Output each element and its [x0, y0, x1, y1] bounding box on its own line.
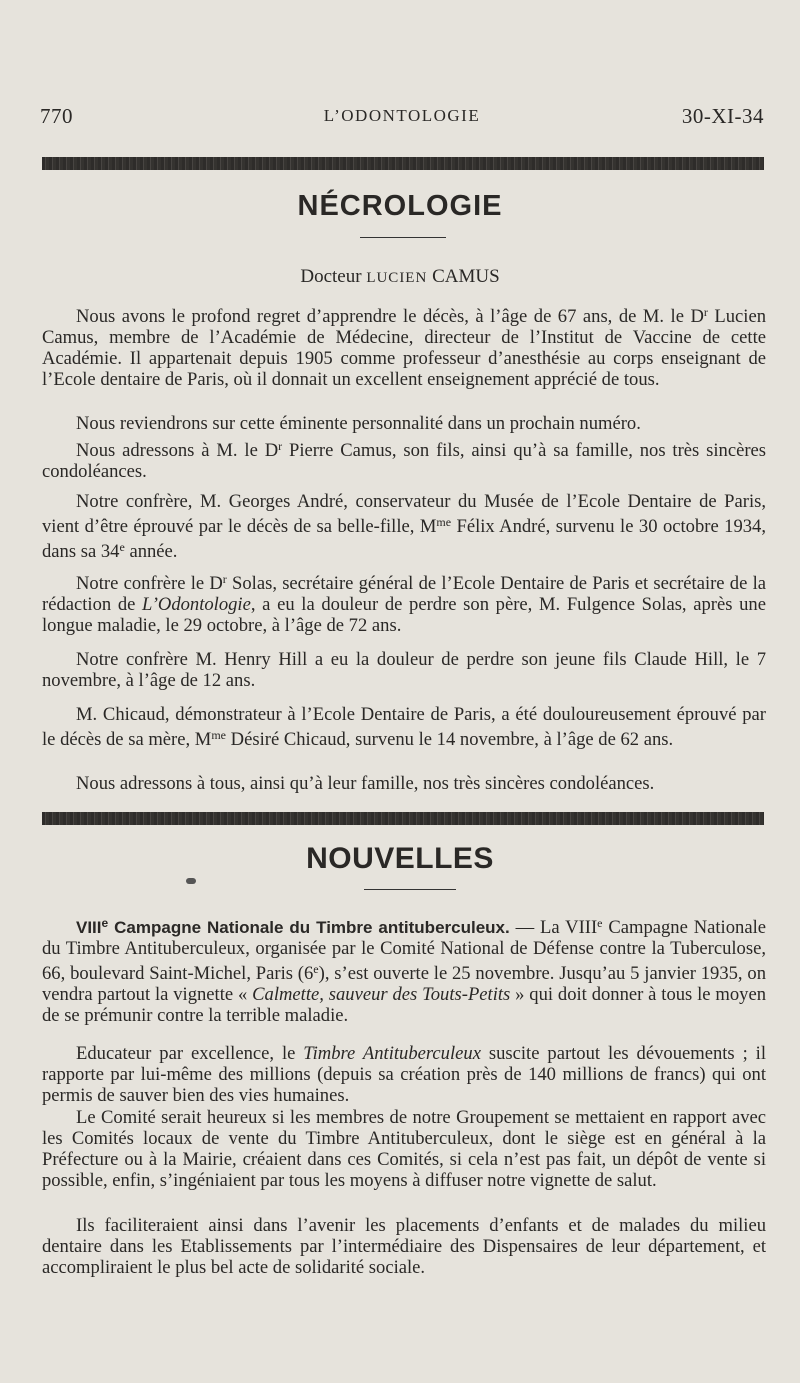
news-heading: VIIIe Campagne Nationale du Timbre antituberculeux.	[76, 916, 510, 937]
paragraph: Notre confrère le $D^r$ Solas, secrétaire général de l’Ecole Dentaire de Paris et secrétaire de la rédaction de L’Odontologie, a eu la douleur de perdre son père, M. Fulgence Solas, après une longue maladie, le 29 octobre, à l’âge de 72 ans.	[42, 572, 766, 636]
title-underline	[364, 889, 456, 890]
paragraph: Ils faciliteraient ainsi dans l’avenir les placements d’enfants et de malades du milieu dentaire dans les Etablissements par l’intermédiaire des Dispensaires de leur département, et accompliraient le plus bel acte de solidarité sociale.	[42, 1215, 766, 1278]
section-divider-band	[42, 157, 764, 170]
paragraph: Nous avons le profond regret d’apprendre le décès, à l’âge de 67 ans, de M. le $D^r$ Lucien Camus, membre de l’Académie de Médecine, directeur de l’Institut de Vaccine de cette Académie. Il appartenait depuis 1905 comme professeur d’anesthésie au corps enseignant de l’Ecole dentaire de Paris, où il donnait un excellent enseignement apprécié de tous.	[42, 305, 766, 390]
paragraph: Le Comité serait heureux si les membres de notre Groupement se mettaient en rapport avec les Comités locaux de vente du Timbre Antituberculeux, dont le siège est en général à la Préfecture ou à la Mairie, créaient dans ces Comités, si cela n’est pas fait, un dépôt de vente si possible, enfin, s’ingéniaient par tous les moyens à diffuser notre vignette de salut.	[42, 1107, 766, 1191]
paragraph: Nous adressons à tous, ainsi qu’à leur famille, nos très sincères condoléances.	[76, 773, 655, 794]
running-head	[40, 104, 764, 134]
obituary-subtitle: Docteur LUCIEN CAMUS	[300, 266, 500, 287]
journal-title: L’ODONTOLOGIE	[323, 106, 481, 125]
title-underline	[360, 237, 446, 238]
section-title-nouvelles: NOUVELLES	[306, 842, 494, 875]
section-title-necrologie: NÉCROLOGIE	[297, 190, 503, 222]
issue-date: 30-XI-34	[681, 104, 764, 128]
paragraph: VIIIe Campagne Nationale du Timbre antituberculeux. — La VIIIe Campagne Nationale du Timbre Antituberculeux, organisée par le Comité National de Défense contre la Tuberculose, 66, boulevard Saint-Michel, Paris (6e), s’est ouverte le 25 novembre. Jusqu’au 5 janvier 1935, on vendra partout la vignette « Calmette, sauveur des Touts-Petits » qui doit donner à tous le moyen de se prémunir contre la terrible maladie.	[42, 916, 767, 1026]
paragraph: Nous reviendrons sur cette éminente personnalité dans un prochain numéro.	[76, 413, 641, 434]
ink-speck	[186, 878, 196, 884]
paragraph: Nous adressons à M. le $D^r$ Pierre Camus, son fils, ainsi qu’à sa famille, nos très sincères condoléances.	[42, 439, 767, 482]
paragraph: M. Chicaud, démonstrateur à l’Ecole Dentaire de Paris, a été douloureusement éprouvé par le décès de sa mère, $M^{me}$ Désiré Chicaud, survenu le 14 novembre, à l’âge de 62 ans.	[42, 704, 766, 750]
paragraph: Notre confrère, M. Georges André, conservateur du Musée de l’Ecole Dentaire de Paris, vient d’être éprouvé par le décès de sa belle-fille, $M^{me}$ Félix André, survenu le 30 octobre 1934, dans sa 34e année.	[42, 491, 766, 562]
paragraph: Notre confrère M. Henry Hill a eu la douleur de perdre son jeune fils Claude Hill, le 7 novembre, à l’âge de 12 ans.	[42, 649, 766, 691]
paragraph: Educateur par excellence, le Timbre Antituberculeux suscite partout les dévouements ; il rapporte par lui-même des millions (depuis sa création près de 140 millions de francs) qui ont permis de sauver bien des vies humaines.	[42, 1043, 766, 1106]
page-number: 770	[40, 104, 73, 128]
section-divider-band	[42, 812, 764, 825]
